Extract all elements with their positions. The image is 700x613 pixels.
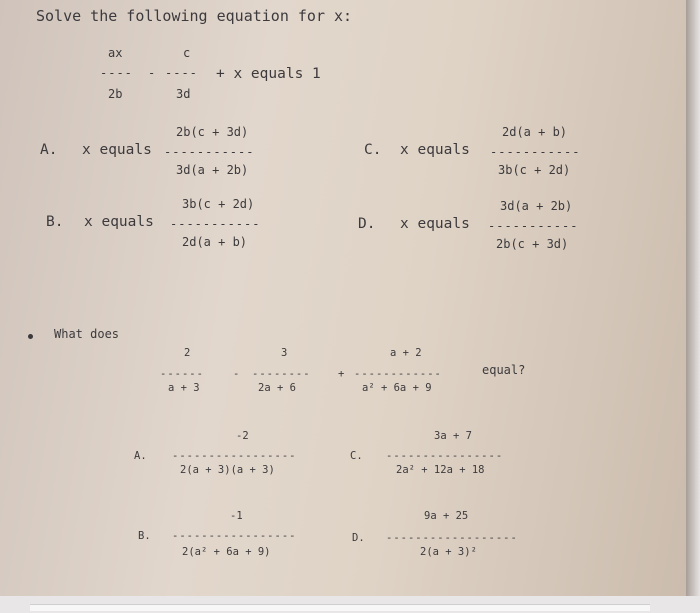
q2-option-a-letter: A. — [134, 450, 147, 462]
q1-eq-denominator-1: 2b — [108, 87, 123, 101]
q1-eq-denominator-2: 3d — [176, 87, 191, 101]
q2-prompt: What does — [54, 327, 120, 341]
q1-eq-bar-2: ---- — [165, 66, 198, 80]
q2-expr-denominator-1: a + 3 — [168, 382, 200, 394]
q1-option-c-prefix: x equals — [400, 142, 470, 158]
q2-bullet-icon — [28, 334, 33, 339]
page-edge — [686, 0, 700, 613]
q1-eq-numerator-1: ax — [108, 46, 123, 60]
q1-option-c-bar: ----------- — [490, 145, 581, 159]
q1-option-d-letter: D. — [358, 216, 376, 232]
q2-option-b-denominator: 2(a² + 6a + 9) — [182, 546, 271, 558]
q2-expr-numerator-1: 2 — [184, 347, 191, 359]
q1-option-d-numerator: 3d(a + 2b) — [500, 199, 573, 213]
q1-option-a-numerator: 2b(c + 3d) — [176, 125, 249, 139]
q2-expr-bar-3: ------------ — [354, 368, 442, 380]
q2-expr-op-2: + — [338, 368, 345, 380]
q2-expr-bar-2: -------- — [252, 368, 311, 380]
q1-option-c-numerator: 2d(a + b) — [502, 125, 568, 139]
q1-option-d-bar: ----------- — [488, 219, 579, 233]
q1-instruction: Solve the following equation for x: — [36, 7, 353, 25]
q1-option-a-bar: ----------- — [164, 145, 255, 159]
q2-expr-bar-1: ------ — [160, 368, 204, 380]
q2-expr-denominator-2: 2a + 6 — [258, 382, 296, 394]
q2-expr-suffix: equal? — [482, 363, 526, 377]
q2-option-a-denominator: 2(a + 3)(a + 3) — [180, 464, 275, 476]
q2-option-a-bar: ----------------- — [172, 450, 297, 462]
q1-option-b-denominator: 2d(a + b) — [182, 235, 248, 249]
q2-option-d-bar: ------------------ — [386, 532, 518, 544]
q1-option-c-letter: C. — [364, 142, 382, 158]
q1-option-b-prefix: x equals — [84, 214, 154, 230]
q2-option-d-numerator: 9a + 25 — [424, 510, 469, 522]
q2-option-b-letter: B. — [138, 530, 151, 542]
q1-eq-bar-1: ---- — [100, 66, 133, 80]
q2-option-c-numerator: 3a + 7 — [434, 430, 472, 442]
q1-option-a-denominator: 3d(a + 2b) — [176, 163, 249, 177]
q1-option-d-prefix: x equals — [400, 216, 470, 232]
q2-option-c-denominator: 2a² + 12a + 18 — [396, 464, 485, 476]
q1-option-b-letter: B. — [46, 214, 64, 230]
q1-option-b-numerator: 3b(c + 2d) — [182, 197, 255, 211]
q2-option-c-letter: C. — [350, 450, 363, 462]
q1-option-d-denominator: 2b(c + 3d) — [496, 237, 569, 251]
q2-option-b-numerator: -1 — [230, 510, 243, 522]
q2-expr-numerator-3: a + 2 — [390, 347, 422, 359]
q2-expr-denominator-3: a² + 6a + 9 — [362, 382, 432, 394]
q2-option-c-bar: ---------------- — [386, 450, 504, 462]
q1-eq-minus: - — [148, 66, 156, 80]
q2-expr-op-1: - — [233, 368, 240, 380]
q1-option-b-bar: ----------- — [170, 217, 261, 231]
q1-eq-numerator-2: c — [183, 46, 191, 60]
q1-option-a-prefix: x equals — [82, 142, 152, 158]
q1-option-a-letter: A. — [40, 142, 58, 158]
q1-eq-rest: + x equals 1 — [216, 66, 321, 82]
bottom-bar — [30, 604, 650, 611]
q2-expr-numerator-2: 3 — [281, 347, 288, 359]
q2-option-b-bar: ----------------- — [172, 530, 297, 542]
q2-option-d-denominator: 2(a + 3)² — [420, 546, 477, 558]
q2-option-a-numerator: -2 — [236, 430, 249, 442]
q2-option-d-letter: D. — [352, 532, 365, 544]
q1-option-c-denominator: 3b(c + 2d) — [498, 163, 571, 177]
